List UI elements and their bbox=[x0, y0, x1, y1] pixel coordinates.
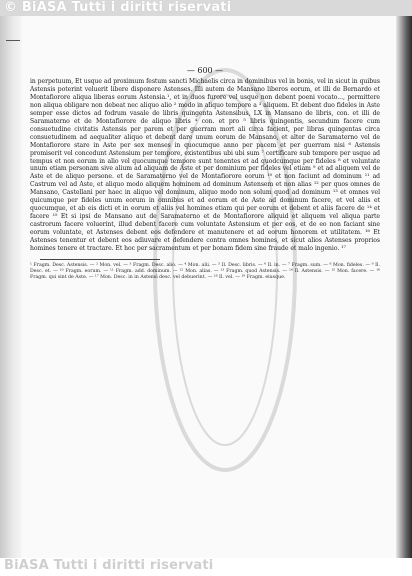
margin-mark bbox=[6, 40, 20, 47]
footnotes bbox=[30, 263, 380, 281]
bottom-watermark-banner bbox=[0, 558, 412, 576]
footnote-block: ¹ Fragm. Desc. Astensis. — ² Mon. vel. — ³ Fragm. Desc. alio. — ⁴ Mon. alii. — ⁵ Il. Desc. libris. — ⁶ Il. in. — ⁷ Fragm. sum. — ⁸ Mon. fideles. — ⁹ Il. Desc. et. — ¹⁰ Fragm. eorum. — ¹¹ Fragm. add. dominum. — ¹² Mon. alias. — ¹³ Fragm. quod Astensis. — ¹⁴ Il. Astensis. — ¹⁵ Mon. facere. — ¹⁶ Fragm. qui sint de Aste. — ¹⁷ Mon. Desc. in in Astensi desc. vel debuerint. — ¹⁸ Il. vel. — ¹⁹ Fragm. eiusque. bbox=[30, 262, 380, 281]
footnote-rule bbox=[40, 259, 160, 260]
page-number: — 600 — bbox=[186, 66, 224, 75]
page-content bbox=[30, 66, 380, 281]
body-paragraph: in perpetuum, Et usque ad proximum festum sancti Michaelis circa in dominibus vel in bonis, vel in sicut in quibus Astensis poterint veluerit libere disponere Astenses. Illi autem de Mansano liberos eorum, et illi de Bernardo et Montafiorore aliqua liberas eorum Astensia.¹, et in duos furore vel usque non debent poeni vocato..., permittere non aliqua obligare non debeat nec aliquo alio ² modo in aliquo tempore a ³ aliquem. Et debent duo fideles in Aste semper esse dictos ad fodrum vasale de libris quingenta Astensibus, LX in Mansano de libris, con. et illi de Saramaterno et de Montafiorore de aliquo libris ⁴ con. et pro ⁵ libris quingentis, secundum facere cum consuetudine civitatis Astensis per parem et per guerram mort ali circa facient, per libras quingentas circa consuetudinem ad aequaliter aliquo et debent dare unum eorum de Mansano, et alter de Saramaterno vel de Montafiorore stare in Aste per sex menses in quocumque anno per pacem et per guerram nisi ⁶ Astensis promiserit vel concedunt Astensium per tempore, existentibus ubi ubi sum ⁷ certificare sub tempore per usque ad tempus et non eorum in alio vel quocumque tempore sunt tenentes et ad quodcumque per fideles ⁸ et voluntate unum etiam personam sive alium ad aliquam de Aste et per dominium per fideles vel etiam ⁹ et ad aliquem vel de Aste et de aliquo persone. et de Saramaterno vel de Montafiorore eorum ¹⁰ et non faciunt ad dominum ¹¹ ad Castrum vel ad Aste, et aliquo modo aliquem hominem ad dominum Astensem et non alias ¹² per quos omnes de Mansano, Castellani per haec in aliquo vel dominum, aliquo modo non solum quod ad dominum ¹³ et omnes vel quicumque per fideles unum eorum in omnibus et ad eorum et de Aste ad dominum facere, et vel aliis et quocumque, et ab eis dicti et in eorum et aliis vel homines etiam qui per eorum et debent et aliis facere de ¹⁴ et facere ¹⁵ Et si ipsi de Mansano aut de Saramaterno et de Montafiorore aliquid et aliquem vel aliqua parte castrorum facere voluerint, illud debent facere cum voluntate Astensium et per eos, et de eo non faciant sine eorum voluntate, et Astenses debent eos defendere et manutenere et ad eorum honorem et utilitatem. ¹⁶ Et Astenses tenentur et debent eos adiuvare et defendere contra omnes homines, et sicut alios Astenses proprios homines tenere et tractare. Et hoc per sacramentum et per bonam fidem sine fraude et malo ingenio. ¹⁷ bbox=[30, 78, 380, 253]
page-edge-right bbox=[396, 16, 412, 558]
bottom-watermark-text: BiASA Tutti i diritti riservati bbox=[4, 558, 214, 573]
top-watermark-banner bbox=[0, 0, 412, 16]
body-text bbox=[30, 78, 380, 253]
top-watermark-text: © BiASA Tutti i diritti riservati bbox=[4, 0, 232, 15]
binding-shadow-left bbox=[0, 16, 22, 558]
